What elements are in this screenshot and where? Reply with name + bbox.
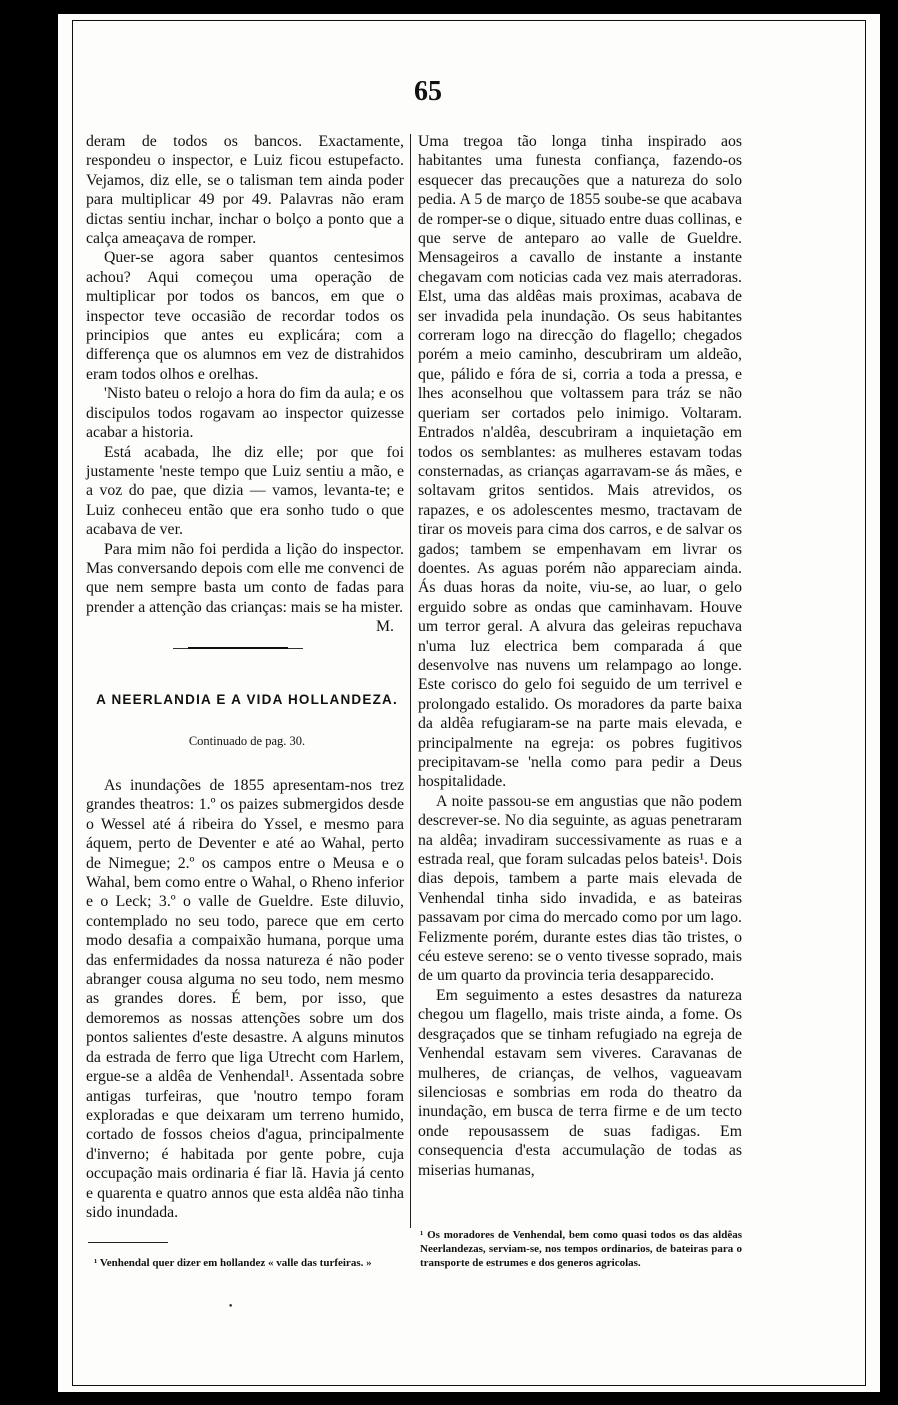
- paragraph: [86, 540, 404, 636]
- right-column: [418, 132, 742, 1180]
- left-column-bottom: [86, 776, 404, 1222]
- page-number: 65: [414, 76, 442, 107]
- print-speck: •: [228, 1302, 234, 1312]
- paragraph: deram de todos os bancos. Exactamente, respondeu o inspector, e Luiz ficou estupefacto. Vejamos, diz elle, se o talisman tem ainda poder para multiplicar 49 por 49. Palavras não eram dictas sentiu inchar, inchar o bolço a ponto que a calça ameaçava de romper.: [86, 133, 404, 248]
- paragraph: 'Nisto bateu o relojo a hora do fim da aula; e os discipulos todos rogavam ao inspector quizesse acabar a historia.: [86, 385, 404, 442]
- paragraph-text: Para mim não foi perdida a lição do inspector. Mas conversando depois com elle me convenci de que nem sempre basta um conto de fadas para prender a attenção das crianças: mais se ha mister.: [86, 540, 404, 616]
- ornament-thick-line: [188, 647, 288, 649]
- section-subtitle: Continuado de pag. 30.: [188, 734, 306, 748]
- footnote-right: ¹ Os moradores de Venhendal, bem como quasi todos os das aldêas Neerlandezas, serviam-se, nos tempos ordinarios, de bateiras para o transporte de estrumes e dos generos agricolas.: [420, 1229, 742, 1269]
- footnote-left: ¹ Venhendal quer dizer em hollandez « valle das turfeiras. »: [94, 1257, 372, 1269]
- author-signature: M.: [376, 618, 394, 636]
- paragraph: Quer-se agora saber quantos centesimos achou? Aqui começou uma operação de multiplicar por todos os bancos, em que o inspector teve occasião de recordar todos os principios que antes eu explicára; com a differença que os alumnos em vez de distrahidos eram todos olhos e orelhas.: [86, 249, 404, 383]
- column-divider: [410, 134, 411, 1228]
- paragraph: As inundações de 1855 apresentam-nos trez grandes theatros: 1.º os paizes submergidos desde o Wessel até á ribeira do Yssel, e mesmo para áquem, perto de Deventer e até ao Wahal, perto de Nimegue; 2.º os campos entre o Meusa e o Wahal, bem como entre o Wahal, o Rheno inferior e o Leck; 3.º o valle de Gueldre. Este diluvio, contemplado no seu todo, parece que em certo modo desafia a compaixão humana, porque uma das enfermidades da nossa natureza é não poder abranger cousa alguma no seu todo, nem mesmo as grandes dores. É bem, por isso, que demoremos as nossas attenções sobre um dos pontos salientes d'este desastre. A alguns minutos da estrada de ferro que liga Utrecht com Harlem, ergue-se a aldêa de Venhendal¹. Assentada sobre antigas turfeiras, que 'noutro tempo foram exploradas e que deixaram um terreno humido, cortado de fossos cheios d'agua, principalmente d'inverno; é habitada por gente pobre, cuja occupação mais ordinaria é fiar lã. Havia já cento e quarenta e quatro annos que esta aldêa não tinha sido inundada.: [86, 777, 404, 1221]
- footnote-rule: [88, 1242, 168, 1243]
- section-title: A NEERLANDIA E A VIDA HOLLANDEZA.: [96, 692, 398, 707]
- left-column-top: [86, 132, 404, 637]
- paragraph: Uma tregoa tão longa tinha inspirado aos habitantes uma funesta confiança, fazendo-os esquecer das precauções que a natureza do solo pedia. A 5 de março de 1855 soube-se que acabava de romper-se o dique, situado entre duas collinas, e que serve de anteparo ao valle de Gueldre. Mensageiros a cavallo de instante a instante chegavam com noticias cada vez mais aterradoras. Elst, uma das aldêas mais proximas, acabava de ser invadida pela inundação. Os seus habitantes correram logo na direcção do flagello; chegados porém a meio caminho, descubriram um aldeão, que, pálido e fóra de si, corria a toda a pressa, e lhes aconselhou que voltassem para tráz se não queriam ser cortados pelo inimigo. Voltaram. Entrados n'aldêa, descubriram a inquietação em todos os semblantes: as mulheres estavam todas consternadas, as crianças agarravam-se ás mães, e soltavam gritos sentidos. Mais atrevidos, os rapazes, e os adolescentes mesmo, tractavam de tirar os moveis para cima dos carros, e de salvar os gados; tambem se empenhavam em livrar os doentes. As aguas porém não appareciam ainda. Ás duas horas da noite, viu-se, ao luar, o gelo erguido sobre as ondas que caminhavam. Houve um terror geral. A alvura das geleiras repuchava n'uma luz electrica bem comparada á que desenvolve nas nuvens um relampago ao longe. Este corisco do gelo foi seguido de um terrivel e prolongado estalido. Os moradores da parte baixa da aldêa refugiaram-se na parte mais elevada, e principalmente na egreja: os pobres fugitivos precipitavam-se 'nella como para pedir a Deus hospitalidade.: [418, 133, 742, 791]
- paragraph: A noite passou-se em angustias que não podem descrever-se. No dia seguinte, as aguas penetraram na aldêa; invadiram successivamente as ruas e a estrada real, que foram sulcadas pelos bateis¹. Dois dias depois, tambem a parte mais elevada de Venhendal tinha sido invadida, e as bateiras passavam por cima do mercado como por um lago. Felizmente porém, durante estes dias tão tristes, o céu esteve sereno: se o vento tivesse soprado, mais de um quarto da provincia teria desapparecido.: [418, 792, 742, 985]
- book-page: [58, 14, 880, 1392]
- section-ornament-rule: [188, 646, 288, 650]
- paragraph: Em seguimento a estes desastres da natureza chegou um flagello, mais triste ainda, a fome. Os desgraçados que se tinham refugiado na egreja de Venhendal estavam sem viveres. Caravanas de mulheres, de crianças, de velhos, vagueavam silenciosas e sombrias em roda do theatro da inundação, em busca de terra firme e de um tecto onde repousassem de suas fadigas. Em consequencia d'esta accumulação de todas as miserias humanas,: [418, 986, 742, 1179]
- paragraph: Está acabada, lhe diz elle; por que foi justamente 'neste tempo que Luiz sentiu a mão, e a voz do pae, que dizia — vamos, levanta-te; e Luiz conheceu então que era sonho tudo o que acabava de ver.: [86, 443, 404, 539]
